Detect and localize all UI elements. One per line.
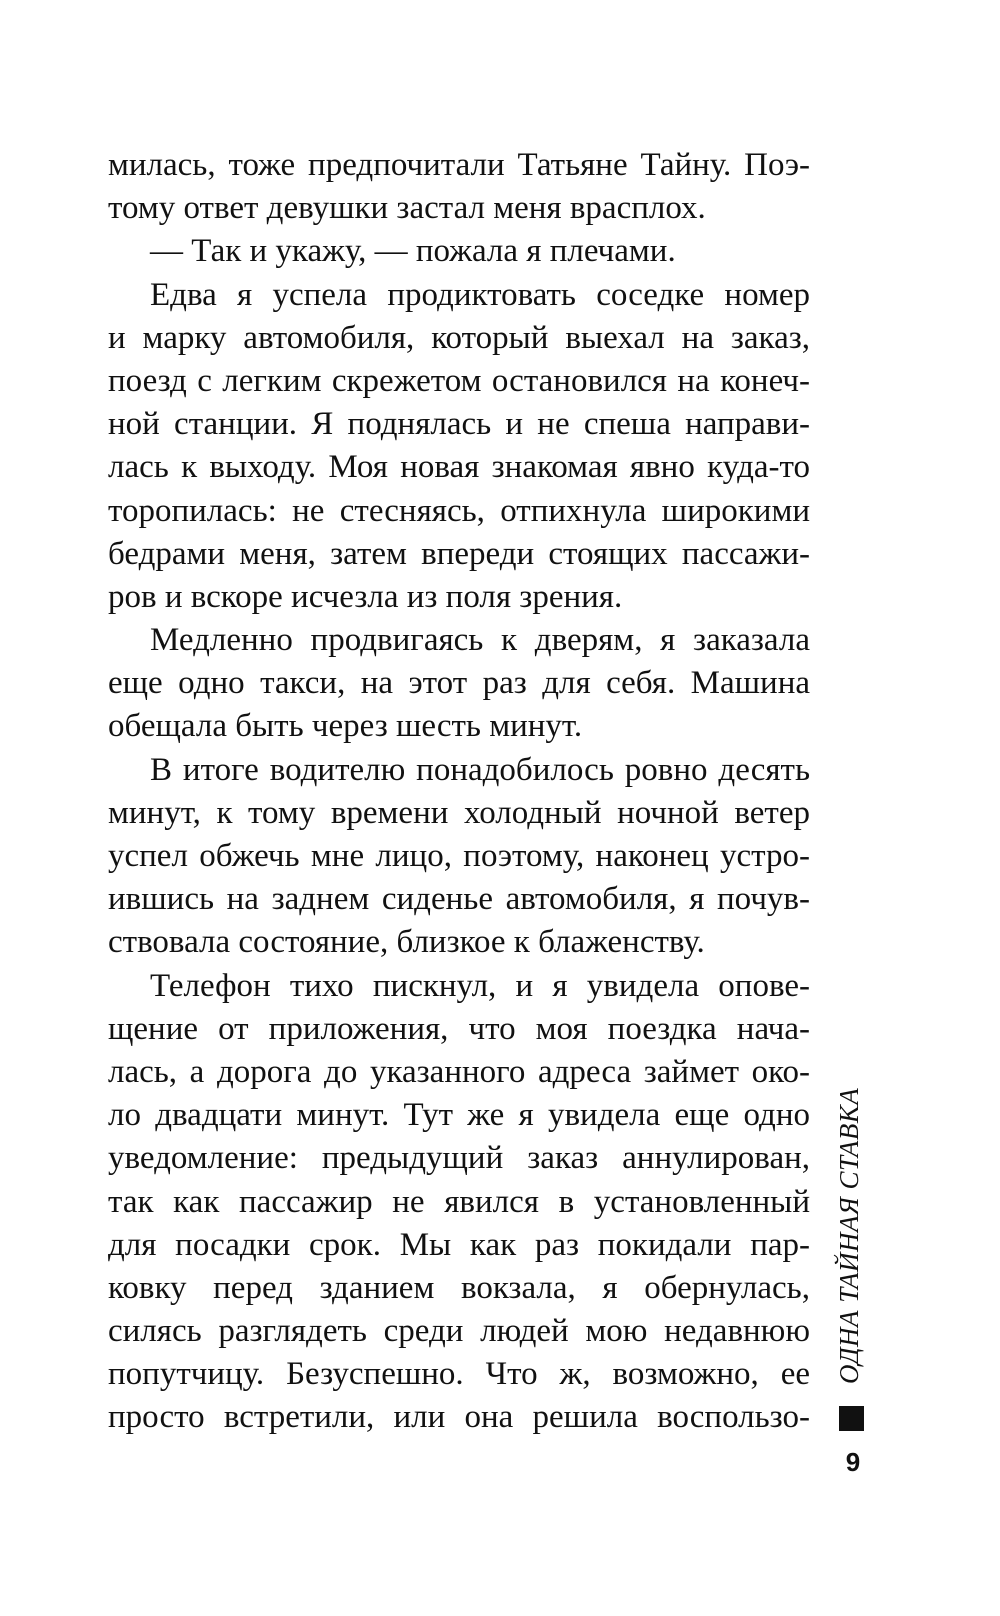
text-line: ствовала состояние, близкое к блаженству.: [108, 924, 705, 961]
text-line: торопилась: не стесняясь, отпихнула широкими: [108, 492, 810, 529]
text-line: милась, тоже предпочитали Татьяне Тайну. Поэ-: [108, 147, 810, 183]
text-line: так как пассажир не явился в установленный: [108, 1183, 810, 1220]
text-line: лась к выходу. Моя новая знакомая явно куда-то: [108, 449, 810, 486]
text-line: ной станции. Я поднялась и не спеша направи-: [108, 406, 810, 443]
text-line: силясь разглядеть среди людей мою недавнюю: [108, 1313, 810, 1350]
text-line: щение от приложения, что моя поездка нача-: [108, 1010, 810, 1047]
text-line: бедрами меня, затем впереди стоящих пассажи-: [108, 535, 810, 572]
running-title: ОДНА ТАЙНАЯ СТАВКА: [834, 1087, 864, 1384]
page-number: 9: [845, 1447, 861, 1477]
text-line: просто встретили, или она решила воспользо-: [108, 1399, 810, 1436]
text-line: ковку перед зданием вокзала, я обернулась,: [108, 1269, 810, 1306]
body-text: [108, 144, 810, 1440]
text-line: для посадки срок. Мы как раз покидали пар-: [108, 1226, 810, 1263]
text-line: лась, а дорога до указанного адреса займет око-: [108, 1053, 810, 1090]
text-line: тому ответ девушки застал меня врасплох.: [108, 190, 706, 227]
text-line: ло двадцати минут. Тут же я увидела еще одно: [108, 1097, 810, 1134]
text-line: В итоге водителю понадобилось ровно десять: [150, 751, 810, 788]
text-line: успел обжечь мне лицо, поэтому, наконец устро-: [108, 838, 810, 874]
text-line: и марку автомобиля, который выехал на заказ,: [108, 319, 810, 356]
text-line: обещала быть через шесть минут.: [108, 708, 583, 745]
text-line: поезд с легким скрежетом остановился на конеч-: [108, 362, 810, 399]
text-line: еще одно такси, на этот раз для себя. Машина: [108, 665, 810, 702]
text-line: ившись на заднем сиденье автомобиля, я почув-: [108, 881, 810, 918]
text-line: попутчицу. Безуспешно. Что ж, возможно, ее: [108, 1356, 810, 1393]
text-line: — Так и укажу, — пожала я плечами.: [150, 233, 676, 270]
text-line: уведомление: предыдущий заказ аннулирован,: [108, 1140, 810, 1177]
text-line: минут, к тому времени холодный ночной ветер: [108, 794, 810, 831]
text-line: Едва я успела продиктовать соседке номер: [150, 276, 810, 313]
square-marker-icon: [839, 1406, 864, 1431]
text-line: ров и вскоре исчезла из поля зрения.: [108, 578, 623, 615]
text-line: Медленно продвигаясь к дверям, я заказала: [150, 622, 810, 659]
text-line: Телефон тихо пискнул, и я увидела опове-: [150, 967, 810, 1004]
